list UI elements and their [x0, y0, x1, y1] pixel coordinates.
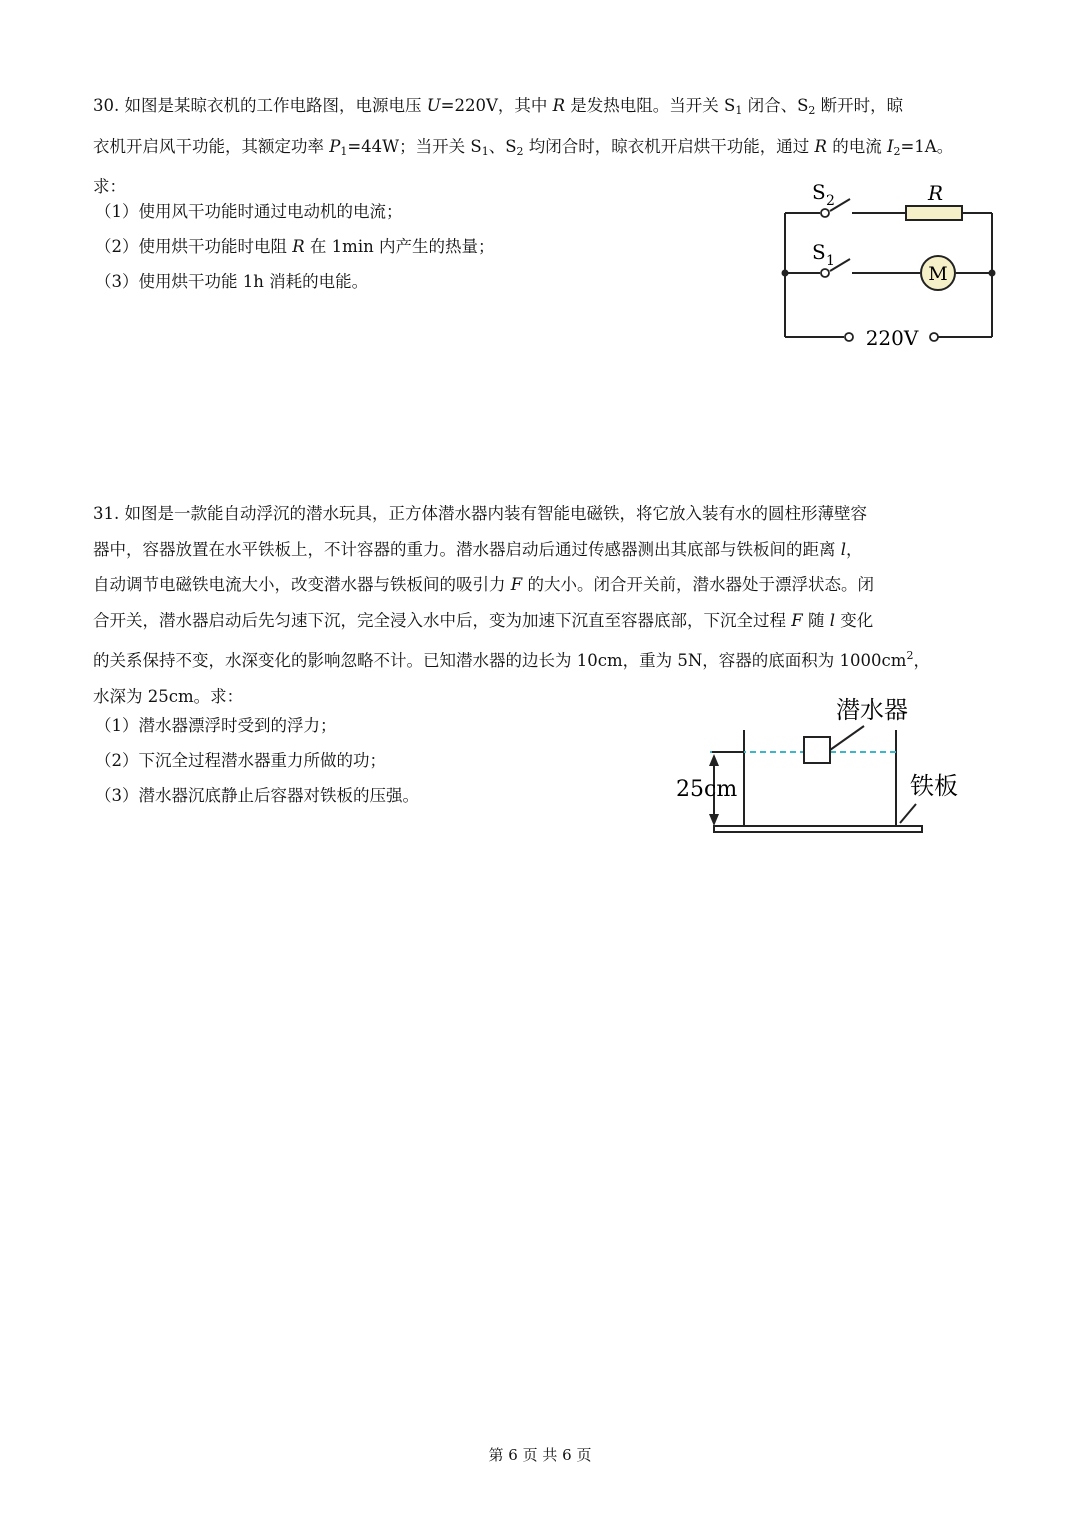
- label-diver: 潜水器: [836, 696, 908, 724]
- label-s2: S: [812, 180, 826, 204]
- depth-arrow-up: [709, 754, 719, 766]
- label-s2-sub: 2: [826, 193, 835, 209]
- q31-line-3: 自动调节电磁铁电流大小，改变潜水器与铁板间的吸引力 F 的大小。闭合开关前，潜水器处于漂浮状态。闭: [93, 575, 874, 594]
- container-figure: [668, 690, 978, 840]
- switch-s1-contact: [821, 269, 829, 277]
- terminal-right: [930, 333, 938, 341]
- label-s1-sub: 1: [826, 253, 835, 269]
- label-r: R: [928, 181, 944, 205]
- q31-line-4: 合开关，潜水器启动后先匀速下沉，完全浸入水中后，变为加速下沉直至容器底部，下沉全过程 F 随 l 变化: [93, 610, 874, 630]
- depth-arrow-down: [709, 814, 719, 826]
- iron-plate: [714, 826, 922, 832]
- label-m: M: [928, 263, 948, 285]
- page-footer: 第 6 页 共 6 页: [488, 1446, 592, 1464]
- question-31: [93, 496, 993, 714]
- junction-right: [989, 270, 996, 277]
- label-depth: 25cm: [676, 777, 738, 802]
- diver-cube: [804, 737, 830, 763]
- q31-line-1: 31. 如图是一款能自动浮沉的潜水玩具，正方体潜水器内装有智能电磁铁，将它放入装有水的圆柱形薄壁容: [93, 504, 867, 523]
- q30-item-2: （2）使用烘干功能时电阻 R 在 1min 内产生的热量；: [95, 237, 495, 256]
- q31-item-1: （1）潜水器漂浮时受到的浮力；: [95, 716, 337, 735]
- circuit-diagram: [770, 175, 1010, 360]
- label-s1: S: [812, 240, 826, 264]
- diver-pointer: [830, 726, 864, 750]
- q30-line-1: 30. 如图是某晾衣机的工作电路图，电源电压 U=220V，其中 R 是发热电阻。当开关 $S_1$ 闭合、$S_2$ 断开时，晾: [93, 96, 904, 117]
- label-voltage: 220V: [865, 326, 919, 350]
- q31-item-2: （2）下沉全过程潜水器重力所做的功；: [95, 751, 386, 770]
- junction-left: [782, 270, 789, 277]
- q30-line-3: 求：: [93, 177, 126, 196]
- terminal-left: [845, 333, 853, 341]
- label-iron-plate: 铁板: [910, 772, 958, 800]
- plate-pointer: [900, 804, 916, 823]
- q31-line-6: 水深为 25cm。求：: [93, 686, 244, 706]
- q31-line-5: 的关系保持不变，水深变化的影响忽略不计。已知潜水器的边长为 10cm，重为 5N，容器的底面积为 $1000cm^2$，: [93, 649, 930, 670]
- q31-item-3: （3）潜水器沉底静止后容器对铁板的压强。: [95, 786, 419, 805]
- q31-line-2: 器中，容器放置在水平铁板上，不计容器的重力。潜水器启动后通过传感器测出其底部与铁板间的距离 l，: [93, 539, 863, 559]
- resistor-r: [906, 206, 962, 220]
- q30-item-1: （1）使用风干功能时通过电动机的电流；: [95, 202, 403, 221]
- switch-s2-contact: [821, 209, 829, 217]
- q30-item-3: （3）使用烘干功能 1h 消耗的电能。: [95, 272, 369, 291]
- q30-line-2: 衣机开启风干功能，其额定功率 $P_1=44W$；当开关 $S_1$、$S_2$ 均闭合时，晾衣机开启烘干功能，通过 R 的电流 $I_2=1A$。: [93, 136, 954, 158]
